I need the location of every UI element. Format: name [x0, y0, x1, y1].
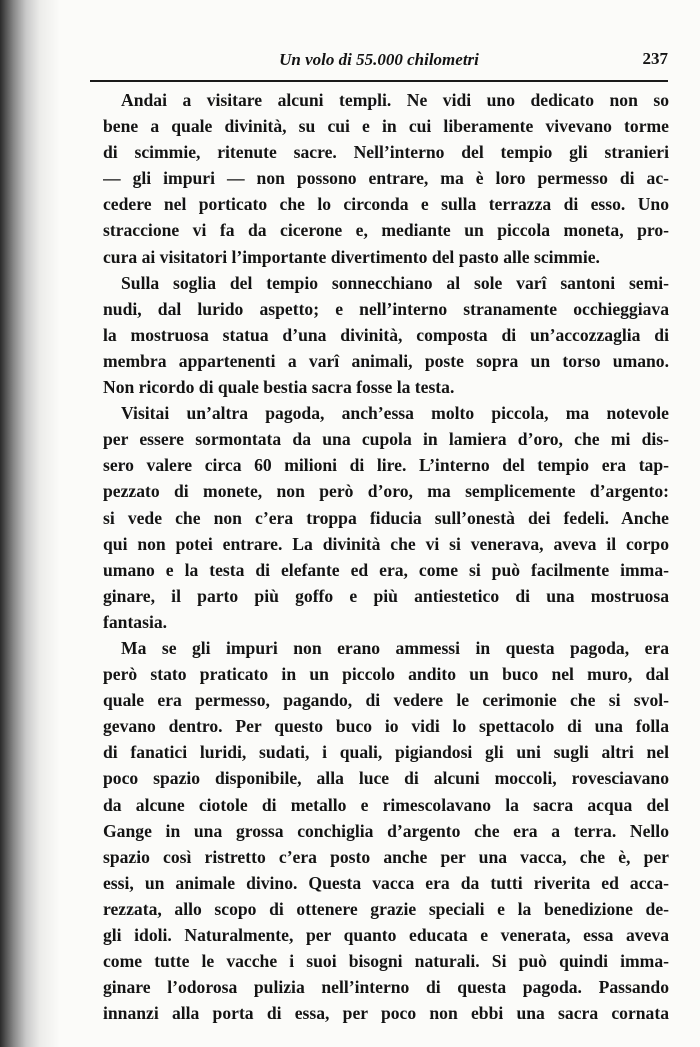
text-line: pezzato di monete, non però d’oro, ma semplicemente d’argento: — [103, 481, 669, 502]
text-line: ginare l’odorosa pulizia nell’interno di questa pagoda. Passando — [103, 977, 669, 998]
page-header — [90, 46, 668, 76]
paragraph — [103, 635, 669, 1026]
text-line: qui non potei entrare. La divinità che vi si venerava, aveva il corpo — [103, 533, 669, 554]
text-line: ginare, il parto più goffo e più antiestetico di una mostruosa — [103, 585, 669, 606]
paragraph — [103, 87, 669, 270]
text-line: per essere sormontata da una cupola in lamiera d’oro, che mi dis- — [103, 429, 669, 450]
text-line: la mostruosa statua d’una divinità, composta di un’accozzaglia di — [103, 324, 669, 345]
text-line: Visitai un’altra pagoda, anch’essa molto piccola, ma notevole — [121, 403, 669, 424]
text-line: — gli impuri — non possono entrare, ma è loro permesso di ac- — [103, 168, 669, 189]
text-line: innanzi alla porta di essa, per poco non ebbi una sacra cornata — [103, 1003, 669, 1024]
text-line: cura ai visitatori l’importante divertimento del pasto alle scimmie. — [103, 246, 600, 267]
text-line: membra appartenenti a varî animali, poste sopra un torso umano. — [103, 350, 669, 371]
text-line: Non ricordo di quale bestia sacra fosse la testa. — [103, 377, 455, 398]
body-text — [103, 87, 669, 1026]
text-line: Sulla soglia del tempio sonnecchiano al sole varî santoni semi- — [121, 272, 669, 293]
text-line: poco spazio disponibile, alla luce di alcuni moccoli, rovesciavano — [103, 768, 669, 789]
text-line: umano e la testa di elefante ed era, come si può facilmente imma- — [103, 559, 669, 580]
text-line: bene a quale divinità, su cui e in cui liberamente vivevano torme — [103, 116, 669, 137]
text-line: essi, un animale divino. Questa vacca era da tutti riverita ed acca- — [103, 872, 669, 893]
text-line: fantasia. — [103, 611, 168, 632]
header-rule — [90, 80, 668, 82]
text-line: straccione vi fa da cicerone e, mediante un piccola moneta, pro- — [103, 220, 669, 241]
text-line: gevano dentro. Per questo buco io vidi lo spettacolo di una folla — [103, 716, 669, 737]
text-line: però stato praticato in un piccolo andito un buco nel muro, dal — [103, 664, 669, 685]
text-line: Andai a visitare alcuni templi. Ne vidi uno dedicato non so — [121, 90, 669, 110]
paragraph — [103, 400, 669, 635]
text-line: rezzata, allo scopo di ottenere grazie speciali e la benedizione de- — [103, 898, 669, 919]
page-number: 237 — [642, 49, 668, 68]
text-line: quale era permesso, pagando, di vedere le cerimonie che si svol- — [103, 690, 669, 711]
running-title: Un volo di 55.000 chilometri — [279, 50, 479, 69]
text-line: spazio così ristretto c’era posto anche per una vacca, che è, per — [103, 846, 669, 867]
text-line: cedere nel porticato che lo circonda e sulla terrazza di esso. Uno — [103, 194, 669, 215]
text-line: sero valere circa 60 milioni di lire. L’interno del tempio era tap- — [103, 455, 669, 476]
text-line: gli idoli. Naturalmente, per quanto educata e venerata, essa aveva — [103, 925, 669, 945]
scan-edge-shadow — [0, 0, 60, 1047]
text-line: di fanatici luridi, sudati, i quali, pigiandosi gli uni sugli altri nel — [103, 742, 669, 763]
text-line: di scimmie, ritenute sacre. Nell’interno del tempio gli stranieri — [103, 142, 669, 163]
text-line: nudi, dal lurido aspetto; e nell’interno stranamente occhieggiava — [103, 298, 669, 319]
text-line: Gange in una grossa conchiglia d’argento che era a terra. Nello — [103, 820, 669, 841]
text-line: Ma se gli impuri non erano ammessi in questa pagoda, era — [121, 637, 669, 658]
paragraph — [103, 270, 669, 400]
text-line: come tutte le vacche i suoi bisogni naturali. Si può quindi imma- — [103, 951, 669, 972]
text-line: da alcune ciotole di metallo e rimescolavano la sacra acqua del — [103, 794, 669, 815]
text-line: si vede che non c’era troppa fiducia sull’onestà dei fedeli. Anche — [103, 507, 669, 528]
